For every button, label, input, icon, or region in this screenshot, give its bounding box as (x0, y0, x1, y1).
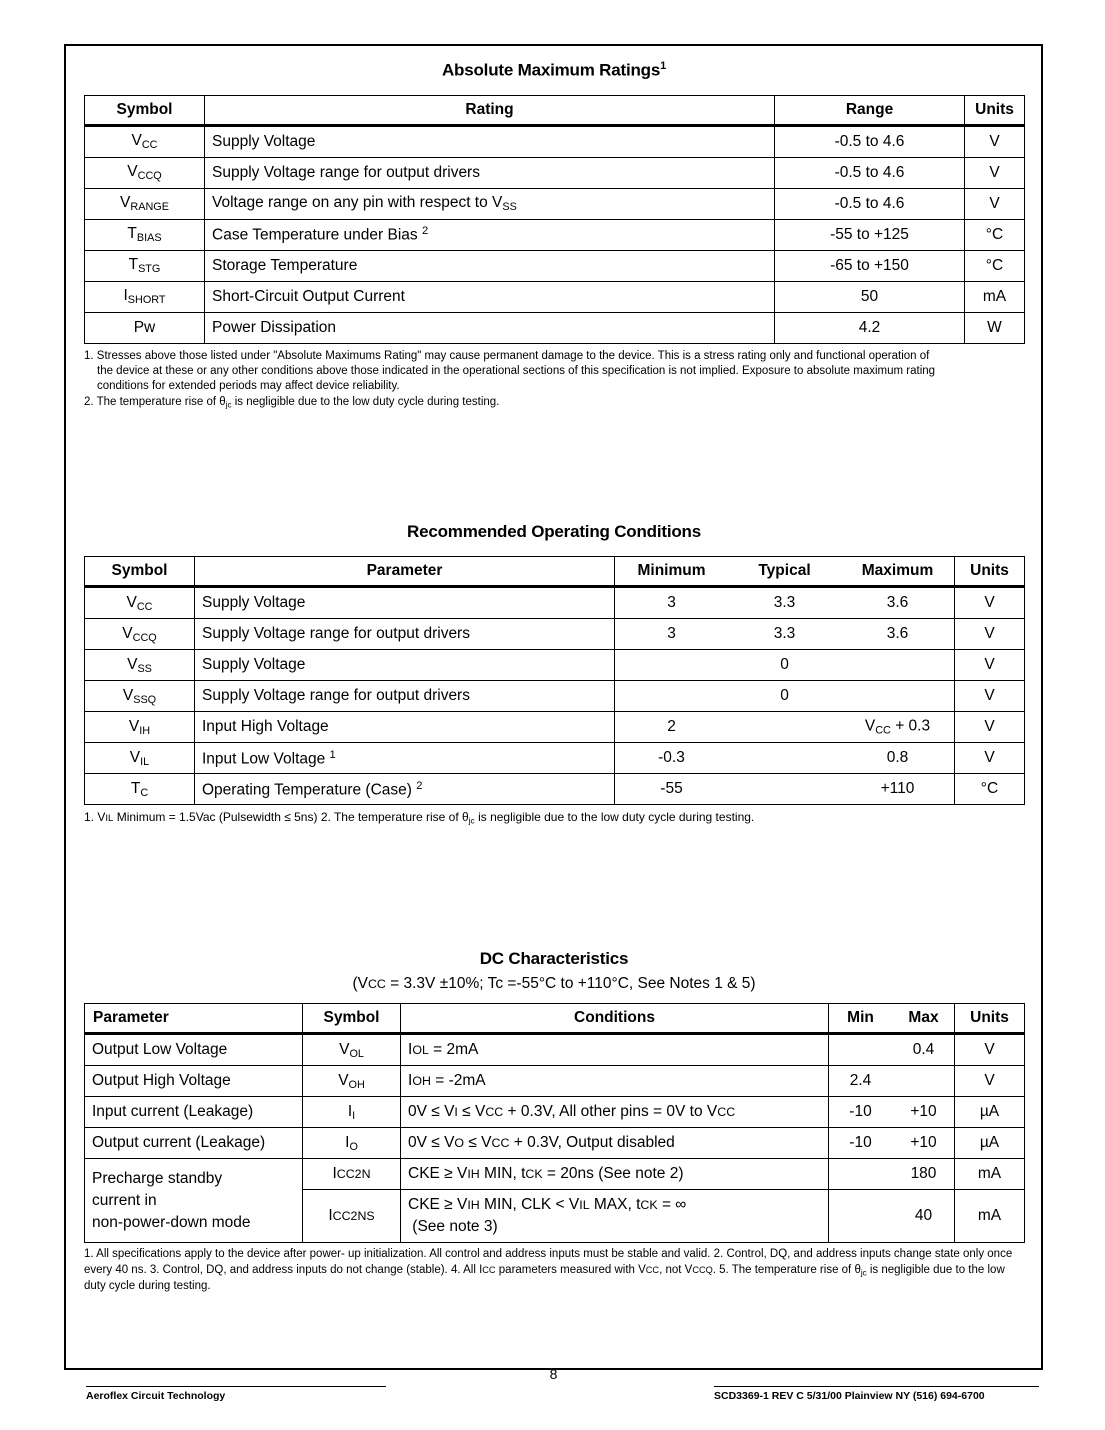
table-header-row (85, 1004, 1025, 1034)
cell-conditions: 0V ≤ VO ≤ VCC + 0.3V, Output disabled (401, 1128, 829, 1159)
cell-conditions: CKE ≥ VIH MIN, tCK = 20ns (See note 2) (401, 1159, 829, 1190)
cell-parameter: Supply Voltage range for output drivers (195, 681, 615, 712)
cell-units: °C (955, 774, 1025, 805)
col-header-min-max (829, 1004, 955, 1034)
cell-typical: 0 (780, 687, 789, 705)
cell-units: V (955, 1066, 1025, 1097)
absolute-maximum-ratings-table (84, 95, 1025, 344)
table-row (85, 587, 1025, 619)
cell-units: mA (965, 281, 1025, 312)
cell-conditions: CKE ≥ VIH MIN, CLK < VIL MAX, tCK = ∞ (See note 3) (401, 1190, 829, 1243)
cell-symbol: $V_{RANGE}$ (85, 188, 205, 219)
col-header-max: Max (908, 1009, 939, 1027)
cell-symbol: $V_{SSQ}$ (85, 681, 195, 712)
table-row (85, 1097, 1025, 1128)
cell-minimum: 2 (667, 718, 676, 736)
table-row (85, 743, 1025, 774)
col-header-min-typ-max (615, 557, 955, 587)
col-header-units: Units (965, 95, 1025, 125)
cell-min-max (829, 1128, 955, 1159)
cell-units: °C (965, 219, 1025, 250)
cell-symbol: $I_I$ (303, 1097, 401, 1128)
note-line: conditions for extended periods may affect device reliability. (97, 380, 400, 393)
table-row (85, 1066, 1025, 1097)
cell-symbol: ICC2N (303, 1159, 401, 1190)
cell-range: 50 (775, 281, 965, 312)
cell-rating: Power Dissipation (205, 312, 775, 343)
abs-max-title-text: Absolute Maximum Ratings (441, 60, 661, 80)
cell-max: 0.4 (912, 1041, 935, 1059)
cell-units: V (965, 125, 1025, 157)
cell-parameter: Output Low Voltage (85, 1034, 303, 1066)
cell-rating: Short-Circuit Output Current (205, 281, 775, 312)
note-line: the device at these or any other conditions above those indicated in the operational sections of this specification is not implied. Exposure to absolute maximum rating (97, 364, 936, 377)
col-header-minimum: Minimum (637, 562, 706, 580)
roc-notes (84, 809, 1024, 827)
cell-parameter: Supply Voltage range for output drivers (195, 619, 615, 650)
cell-symbol: $I_O$ (303, 1128, 401, 1159)
cell-max: 180 (910, 1165, 937, 1183)
cell-min-max (829, 1066, 955, 1097)
recommended-operating-conditions-table (84, 556, 1025, 805)
col-header-symbol: Symbol (85, 557, 195, 587)
table-row (85, 1159, 1025, 1190)
cell-symbol: $V_{OL}$ (303, 1034, 401, 1066)
table-header-row (85, 557, 1025, 587)
table-row (85, 250, 1025, 281)
table-row (85, 188, 1025, 219)
note-line: 2. The temperature rise of $\theta_{jc}$ is negligible due to the low duty cycle during testing. (320, 810, 755, 826)
page-content (84, 60, 1024, 1295)
cell-parameter: Supply Voltage (195, 650, 615, 681)
cell-units: mA (955, 1159, 1025, 1190)
table-row (85, 712, 1025, 743)
cell-rating: Voltage range on any pin with respect to $V_{SS}$ (205, 188, 775, 219)
cell-maximum: 3.6 (886, 625, 909, 643)
cell-symbol: $V_{OH}$ (303, 1066, 401, 1097)
cell-units: V (955, 650, 1025, 681)
cell-min-max (829, 1097, 955, 1128)
col-header-min: Min (847, 1009, 874, 1027)
cell-parameter: Input Low Voltage $^1$ (195, 743, 615, 774)
roc-title: Recommended Operating Conditions (407, 522, 701, 542)
col-header-symbol: Symbol (303, 1004, 401, 1034)
cell-symbol: $T_{STG}$ (85, 250, 205, 281)
cell-symbol: $T_C$ (85, 774, 195, 805)
cell-range: -0.5 to 4.6 (775, 188, 965, 219)
table-row (85, 650, 1025, 681)
note-line: 1. Stresses above those listed under "Absolute Maximums Rating" may cause permanent damage to the device. This is a stress rating only and functional operation of (84, 349, 930, 362)
cell-units: °C (965, 250, 1025, 281)
cell-min-typ-max (615, 619, 955, 650)
cell-minimum: -0.3 (658, 749, 685, 767)
note-line: 4. All ICC parameters measured with VCC, not VCCQ. (450, 1264, 716, 1277)
table-row (85, 157, 1025, 188)
cell-min: -10 (849, 1103, 872, 1121)
cell-max: +10 (910, 1134, 937, 1152)
table-row (85, 681, 1025, 712)
abs-max-title (84, 60, 1024, 81)
cell-symbol: $I_{SHORT}$ (85, 281, 205, 312)
cell-parameter: Operating Temperature (Case) $^2$ (195, 774, 615, 805)
col-header-conditions: Conditions (401, 1004, 829, 1034)
abs-max-title-superscript: 1 (660, 60, 667, 72)
cell-rating: Supply Voltage range for output drivers (205, 157, 775, 188)
cell-conditions: 0V ≤ VI ≤ VCC + 0.3V, All other pins = 0V to VCC (401, 1097, 829, 1128)
cell-rating: Supply Voltage (205, 125, 775, 157)
col-header-range: Range (775, 95, 965, 125)
cell-min-typ-max (615, 712, 955, 743)
cell-conditions: IOH = -2mA (401, 1066, 829, 1097)
cell-minimum: 3 (667, 594, 676, 612)
cell-min-max (829, 1190, 955, 1243)
cell-units: W (965, 312, 1025, 343)
note-line: 1. All specifications apply to the device after power- up initialization. All control and address inputs must be stable and valid. (84, 1248, 711, 1261)
cell-units: V (955, 712, 1025, 743)
cell-units: mA (955, 1190, 1025, 1243)
col-header-units: Units (955, 557, 1025, 587)
cell-typical: 0 (780, 656, 789, 674)
cell-units: V (955, 1034, 1025, 1066)
cell-units: V (965, 157, 1025, 188)
cell-symbol: $V_{CCQ}$ (85, 619, 195, 650)
col-header-parameter: Parameter (85, 1004, 303, 1034)
cell-maximum: 0.8 (886, 749, 909, 767)
footer-docid: SCD3369-1 REV C 5/31/00 Plainview NY (516) 694-6700 (714, 1386, 1039, 1402)
cell-typical: 3.3 (773, 594, 796, 612)
table-row (85, 1034, 1025, 1066)
cell-min-typ-max (615, 587, 955, 619)
table-row (85, 619, 1025, 650)
note-line: 3. Control, DQ, and address inputs do not change (stable). (149, 1264, 448, 1277)
cell-max: +10 (910, 1103, 937, 1121)
note-line: 1. VIL Minimum = 1.5Vac (Pulsewidth ≤ 5ns) (84, 810, 318, 825)
cell-range: -0.5 to 4.6 (775, 125, 965, 157)
cell-parameter: Input current (Leakage) (85, 1097, 303, 1128)
col-header-maximum: Maximum (861, 562, 934, 580)
table-row (85, 281, 1025, 312)
cell-symbol: $V_{SS}$ (85, 650, 195, 681)
col-header-units: Units (955, 1004, 1025, 1034)
cell-units: V (955, 619, 1025, 650)
table-header-row (85, 95, 1025, 125)
cell-units: V (955, 681, 1025, 712)
cell-symbol: $V_{CC}$ (85, 125, 205, 157)
cell-symbol: $V_{CCQ}$ (85, 157, 205, 188)
cell-typical: 3.3 (773, 625, 796, 643)
cell-symbol: $V_{IL}$ (85, 743, 195, 774)
cell-minimum: 3 (667, 625, 676, 643)
cell-symbol: $T_{BIAS}$ (85, 219, 205, 250)
cell-units: V (955, 743, 1025, 774)
note-line: 5. The temperature rise of $\theta_{jc}$ is negligible due to the low duty cycle during testing. (84, 1264, 1005, 1293)
cell-min-typ-max (615, 743, 955, 774)
cell-min-max (829, 1034, 955, 1066)
table-row (85, 774, 1025, 805)
col-header-typical: Typical (758, 562, 811, 580)
cell-units: µA (955, 1097, 1025, 1128)
cell-range: -0.5 to 4.6 (775, 157, 965, 188)
col-header-symbol: Symbol (85, 95, 205, 125)
cell-rating: Case Temperature under Bias $^2$ (205, 219, 775, 250)
cell-maximum: $V_{CC} + 0.3$ (864, 717, 931, 737)
cell-range: -65 to +150 (775, 250, 965, 281)
cell-min-typ-max (615, 650, 955, 681)
cell-min-typ-max (615, 681, 955, 712)
table-row (85, 219, 1025, 250)
cell-symbol: $V_{IH}$ (85, 712, 195, 743)
cell-min-typ-max (615, 774, 955, 805)
note-line: 2. Control, DQ, and address inputs change state only once every 40 ns. (84, 1248, 1013, 1277)
cell-parameter: Supply Voltage (195, 587, 615, 619)
table-row (85, 1128, 1025, 1159)
cell-conditions: IOL = 2mA (401, 1034, 829, 1066)
dc-subtitle: (VCC = 3.3V ±10%; Tc =-55°C to +110°C, See Notes 1 & 5) (352, 975, 756, 993)
cell-symbol: ICC2NS (303, 1190, 401, 1243)
footer-company: Aeroflex Circuit Technology (86, 1386, 386, 1402)
cell-parameter: Input High Voltage (195, 712, 615, 743)
cell-maximum: 3.6 (886, 594, 909, 612)
page-footer (64, 1366, 1043, 1414)
cell-min-max (829, 1159, 955, 1190)
table-row (85, 125, 1025, 157)
note-line: 2. The temperature rise of $\theta_{jc}$ is negligible due to the low duty cycle during testing. (84, 395, 500, 409)
col-header-rating: Rating (205, 95, 775, 125)
cell-units: V (965, 188, 1025, 219)
cell-parameter: Output High Voltage (85, 1066, 303, 1097)
dc-title: DC Characteristics (479, 949, 629, 969)
cell-parameter-merged: Precharge standby current in non-power-down mode (85, 1159, 303, 1243)
abs-max-notes (84, 349, 1024, 411)
cell-range: -55 to +125 (775, 219, 965, 250)
cell-min: 2.4 (849, 1072, 872, 1090)
page-number: 8 (549, 1366, 558, 1382)
cell-parameter: Output current (Leakage) (85, 1128, 303, 1159)
table-row (85, 312, 1025, 343)
cell-maximum: +110 (880, 780, 915, 798)
cell-min: -10 (849, 1134, 872, 1152)
cell-rating: Storage Temperature (205, 250, 775, 281)
cell-minimum: -55 (660, 780, 683, 798)
cell-symbol: Pw (85, 312, 205, 343)
cell-max: 40 (914, 1207, 933, 1225)
col-header-parameter: Parameter (195, 557, 615, 587)
cell-symbol: $V_{CC}$ (85, 587, 195, 619)
dc-notes (84, 1247, 1024, 1295)
cell-range: 4.2 (775, 312, 965, 343)
dc-characteristics-table (84, 1003, 1025, 1243)
cell-units: V (955, 587, 1025, 619)
cell-units: µA (955, 1128, 1025, 1159)
